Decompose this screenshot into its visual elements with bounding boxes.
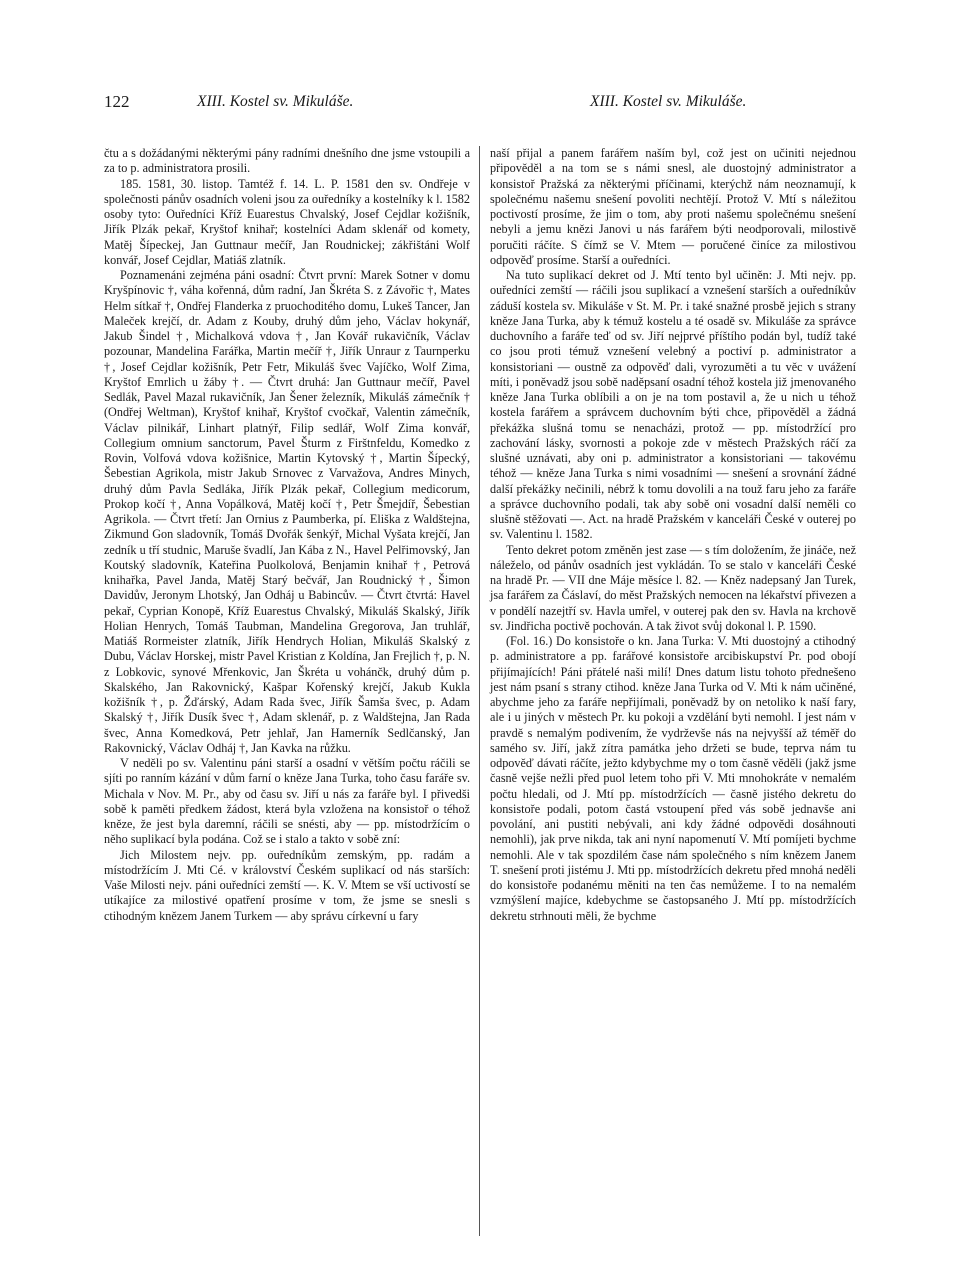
paragraph: Tento dekret potom změněn jest zase — s tím doložením, že jináče, než náleželo, od pánův osadních jest vykládán. To se stalo v kanceláři České na hradě Pr. — VII dne Máje měsíce l. 82. — Kněz nadepsaný Jan Turek, jsa farářem za Čáslaví, do měst Pražských nemocen na lékařství přivezen a v pondělí nazejtří sv. Havla umřel, v outerej pak den sv. Havla na krchově sv. Jindřicha poctivě pochován. A tak život svůj dokonal l. P. 1590. (490, 542, 856, 633)
page-number: 122 (104, 92, 130, 111)
paragraph: čtu a s dožádanými některými pány radními dnešního dne jsme vstoupili a za to p. administratora prosili. (104, 146, 470, 176)
paragraph: V neděli po sv. Valentinu páni starší a osadní v větším počtu ráčili se sjíti po ranním kázání v dům farní o kněze Jana Turka, toho času faráře sv. Michala v Nov. M. Pr., aby od času sv. Jiří u nás za faráře byl. I přivedši sobě k paměti předkem žádost, která byla vzložena na konsistoř o téhož kněze, že jest byla daremní, ráčili se snésti, aby — pp. místodržícím o něho suplikací byla podána. Což se i stalo a takto v sobě zní: (104, 756, 470, 847)
page-header (104, 92, 860, 116)
left-column (104, 146, 470, 924)
paragraph: naší přijal a panem farářem naším byl, což jest on učiniti nejednou připověděl a na tom se s námi snesl, ale duostojný administrator a konsistoř Pražská za některými příčinami, kterýchž nám neoznamují, k společnému našemu snešení povoliti nechtějí. Protož V. Mtí s náležitou poctivostí prosíme, že jim o tom, aby proti našemu společnému snešení nebyli a jemu knězi Janovi u nás farářem býti neodporovali, milostivě poručiti ráčíte. S čímž se V. Mtem — poručené činíce za milostivou odpověď prosíme. Starší a ouředníci. (490, 146, 856, 267)
running-head-right: XIII. Kostel sv. Mikuláše. (590, 93, 747, 110)
running-head-left: XIII. Kostel sv. Mikuláše. (197, 93, 354, 110)
right-column (490, 146, 856, 924)
paragraph: (Fol. 16.) Do konsistoře o kn. Jana Turka: V. Mti duostojný a ctihodný p. administratore a pp. farářové konsistoře arcibiskupství Pr. pod obojí přijímajících! Páni přátelé naši milí! Dnes datum listu tohoto přednešeno jest nám psaní s strany ctihod. kněze Jana Turka od V. Mti k nám učiněné, abychme jeho za faráře nepřijímali, poněvadž by on netoliko k naší fary, ale i u jiných v městech Pr. ku pokoji a vzdělání byti nemohl. I jest nám v pravdě s nemalým podivením, že vydrževše nás na nejvyšší až téměř do samého sv. Jiří, jakž zítra památka jeho držeti se bude, teprva nám tu odpověď dávati ráčíte, ježto kdybychme my o tom časně věděli (jakž jsme časně vejše nežli před puol letem toho při V. Mti mnohokráte v nemalém počtu hledali, od J. Mtí pp. místodržících — časně jistého dekretu do konsistoře podali, potom častá vstoupení před vás sobě jednavše ani povolání, ani pustiti nebývali, ani kdy žádné odpovědi dosáhnouti nemohli), jak prve nikda, tak ani nyní napomenutí V. Mtí pomíjeti bychme nemohli. Ale v tak spozdilém čase nám společného s ním knězem Janem T. snešení proti jistému J. Mti pp. místodržících dekretu před mnohá neděli do konsistoře podanému měniti na ten čas nemůžeme. I to na nemalém vzmýšlení majíce, kdebychme se častopsaného J. Mtí pp. místodržících dekretu strhnouti měli, že bychme (490, 634, 856, 923)
paragraph: Na tuto suplikací dekret od J. Mtí tento byl učiněn: J. Mti nejv. pp. ouředníci zemští — ráčili jsou suplikací a vznešení starších a ouředníkův záduší kostela sv. Mikuláše v St. M. Pr. i také snažné prosbě jejich s strany kněze Jana Turka, aby k témuž kostelu a té osadě sv. Mikuláše za správce duchovního a faráře teď od sv. Jiří nejprvé příštího podán byl, tudíž také co jsou proti témuž vznešení velebný a poctiví p. administrator a konsistoriani — oustně za odpověď dali, vyrozuměti a tu věc v uvážení míti, i poněvadž jsou sobě naděpsaní osadní téhož kostela již jmenovaného kněze Jana Turka oblíbili a on je na tom postavil a, že u nich u téhož kostela farářem a správcem duchovním býti chce, připověděl a žádná překážka slušná tomu se nenacházi, protož — pp. místodržící pro zachování lásky, svornosti a pokoje zde v městech Pražských ráčí za slušné uznávati, aby oni p. administrator a konsistoriani — takovému téhož — kněze Jana Turka s nimi vosadními — snešení a srovnání žádné další překážky nečinili, nébrž k tomu dovolili a na touž faru jeho za faráře a správce duchovního podali, tak aby sobě oni vosadní další neměli co slušně stěžovati —. Act. na hradě Pražském v kanceláři České v outerej po sv. Valentinu l. 1582. (490, 268, 856, 542)
paragraph: Poznamenáni zejména páni osadní: Čtvrt první: Marek Sotner v domu Kryšpínovic †, váha kořenná, dům radní, Jan Škréta S. z Závořic †, Mates Helm sítkař †, Ondřej Flanderka z pruochoditého domu, Lukeš Tancer, Jan Maleček krejčí, dr. Adam z Kouby, druhý dům jeho, Václav hokynář, Jakub Šindel †, Michalková vdova †, Jan Kovář rukavičník, Václav pozounar, Mandelina Farářka, Martin mečíř †, Jiřík Unraur z Taurnperku †, Josef Cejdlar kožišník, Petr Fetr, Mikuláš švec Vajíčko, Wolf Zima, Kryštof Emrlich u žáby †. — Čtvrt druhá: Jan Guttnaur mečíř, Pavel Sedlák, Pavel Mazal rukavičník, Jan Šener železník, Mikuláš zámečník † (Ondřej Weltman), Kryštof knihař, Kryštof cvočkař, Valentin zámečník, Václav pilnikář, Linhart platnýř, Filip sedlář, Wolf Zima konvář, Collegium omnium sanctorum, Pavel Šturm z Firštnfeldu, Komedko z Rovin, Volfová vdova kožišnice, Martin Kytovský †, Martin Šípecký, Šebestian Agrikola, mistr Jakub Srnovec z Varvažova, Andres Minych, druhý dům Pavla Sedláka, Jiřík Plzák pekař, Collegium medicorum, Prokop kočí †, Anna Vopálková, Matěj kočí †, Petr Šmejdíř, Šebestian Agrikola. — Čtvrt třetí: Jan Ornius z Paumberka, pí. Eliška z Waldštejna, Zikmund Gon sladovník, Tomáš Dvořák šenkýř, Michal Vyšata krejčí, Jan zedník u tří studnic, Maruše švadlí, Jan Kába z N., Havel Pelřimovský, Jan Koutský sladovník, Kateřina Puolkolová, Benjamin knihař †, Petrová knihařka, Pavel Janda, Matěj Starý bečvář, Jan Roudnický †, Šimon Davidův, Jeronym Lhotský, Jan Odháj u Babincův. — Čtvrt čtvrtá: Havel pekař, Cyprian Konopě, Kříž Euarestus Chvalský, Mikuláš Skalský, Jiřík Holian Henrych, Tomáš Taubman, Mandelina Gregorova, Jan truhlář, Matiáš Rormeister zlatník, Jiřík Hendrych Holian, Mikuláš Skalský z Dubu, Václav Horskej, mistr Pavel Kristian z Koldína, Jan Frejlich †, p. N. z Lobkovic, synové Mřenkovic, Jan Škréta u vohánčk, druhý dům p. Skalského, Jan Rakovnický, Kašpar Kořenský krejčí, Jakub Kukla kožišník †, p. Žďárský, Adam Rada švec, Jiřík Šamša švec, p. Adam Skalský †, Jiřík Dusík švec †, Adam sklenář, p. z Waldštejna, Jan Rada švec, Anna Komedková, Petr jehlař, Jan Hamerník Sedlčanský, Jan Rakovnický, Václav Odháj †, Jan Kavka na růžku. (104, 268, 471, 755)
paragraph: Jich Milostem nejv. pp. ouředníkům zemským, pp. radám a místodržícím J. Mti Cé. v království Českém suplikací od nás starších: Vaše Milosti nejv. páni ouředníci zemští —. K. V. Mtem se vší uctivostí se utíkajíce za milostivé opatření prosíme v tom, že jsme se snesli s ctihodným knězem Janem Turkem — aby správu církevní u fary (104, 847, 470, 923)
column-divider (479, 146, 480, 1236)
paragraph: 185. 1581, 30. listop. Tamtéž f. 14. L. P. 1581 den sv. Ondřeje v společnosti pánův osadních voleni jsou za ouředníky a kostelníky k l. 1582 osoby tyto: Ouředníci Kříž Euarestus Chvalský, Josef Cejdlar kožišník, Jiřík Plzák pekař, Kryštof knihař; kostelníci Adam sklenář od komety, Matěj Šípeckej, Jan Guttnaur mečíř, Jan Roudnickej; zákřištáni Wolf konvář, Josef Cejdlar, Matiáš zlatník. (104, 176, 470, 267)
